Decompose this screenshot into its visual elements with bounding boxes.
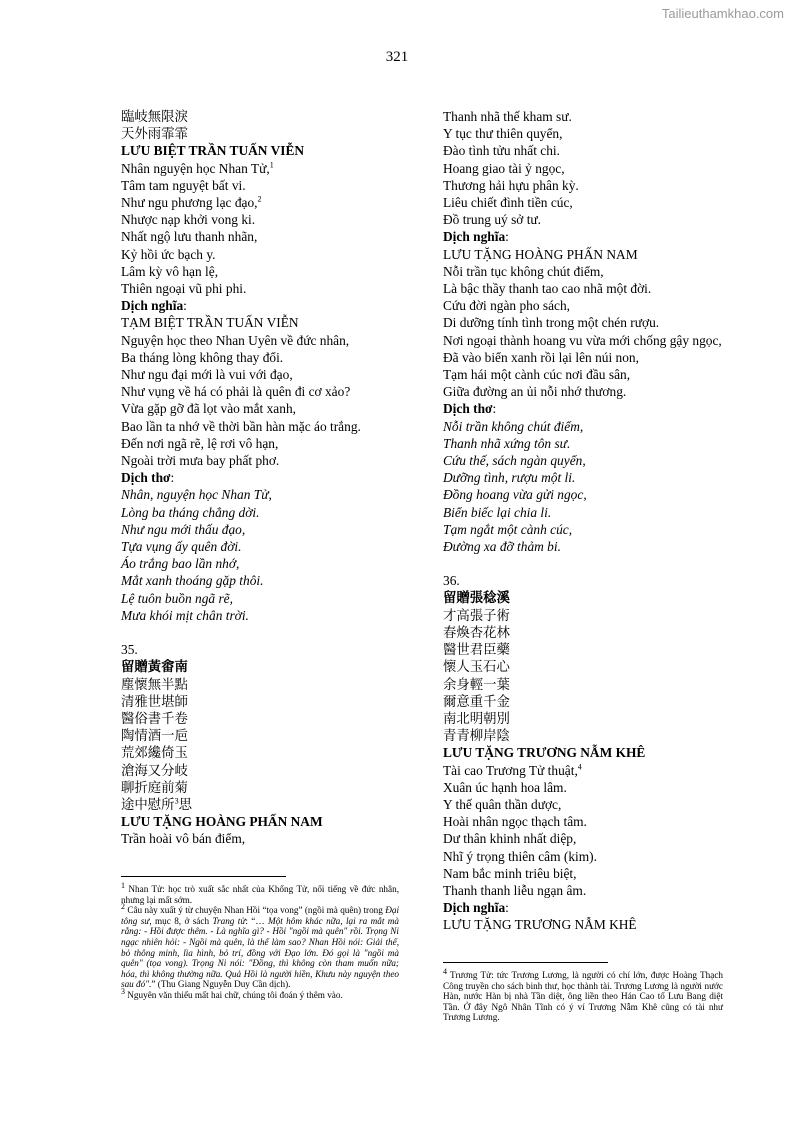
- section-label: Dịch nghĩa:: [443, 229, 509, 245]
- han-line: 懷人玉石心: [443, 659, 510, 675]
- poem-title: LƯU TẶNG HOÀNG PHẤN NAM: [121, 814, 323, 830]
- meaning-line: Ngoài trời mưa bay phất phơ.: [121, 453, 280, 469]
- poem-line: Xuân úc hạnh hoa lâm.: [443, 779, 567, 795]
- verse-line: Biển biếc lại chia li.: [443, 504, 552, 520]
- poem-line: Liêu chiết đình tiền cúc,: [443, 195, 573, 211]
- footnote-4: $^4$ Trương Tử: tức Trương Lương, là người có chí lớn, được Hoàng Thạch Công truyền cho sách binh thư, học thành tài. Trương Lương là người nước Hàn, nước Hàn bị nhà Tần diệt, ông liền theo Hán Cao tổ Lưu Bang diệt Tần. Ở đây Ngô Nhân Tĩnh có ý ví Trương Nẫm Khê cũng có tài như Trương Lương.: [443, 966, 723, 1023]
- han-line: 清雅世堪師: [121, 693, 188, 709]
- verse-line: Dưỡng tình, rượu một li.: [443, 470, 576, 486]
- footnotes-left: [121, 876, 399, 1001]
- section-label: Dịch thơ:: [443, 401, 497, 417]
- verse-line: Lòng ba tháng chẳng dời.: [121, 504, 260, 520]
- poem-line: Hoang giao tài ỷ ngọc,: [443, 160, 565, 176]
- footnote-ref: 4: [577, 762, 582, 772]
- poem-line: Lâm kỳ vô hạn lệ,: [121, 263, 219, 279]
- meaning-line: Bao lần ta nhớ về thời bần hàn mặc áo trắng.: [121, 418, 361, 434]
- poem-title: LƯU BIỆT TRẦN TUẤN VIỄN: [121, 143, 305, 159]
- poem-line: Y tục thư thiên quyển,: [443, 126, 563, 142]
- poem-line: Đào tình tửu nhất chi.: [443, 143, 560, 159]
- footnote-3: $^3$ Nguyên văn thiếu mất hai chữ, chúng tôi đoán ý thêm vào.: [121, 986, 343, 1000]
- verse-line: Nhân, nguyện học Nhan Tử,: [121, 487, 272, 503]
- footnote-2: $^2$ Câu này xuất ý từ chuyện Nhan Hồi “tọa vong” (ngồi mà quên) trong Đại tông sư, mục 8, ở sách Trang tử: “… Một hôm khác nữa, lại ra mắt mà rằng: - Hồi được thêm. - Là nghĩa gì? - Hồi "ngồi mà quên" rồi. Trọng Ni ngạc nhiên hỏi: - Ngồi mà quên, là thế làm sao? Nhan Hồi nói: Giải thể, bỏ thông minh, lìa hình, bỏ trí, đồng với Đạo lớn. Đó gọi là "ngồi mà quên" (tọa vong). Trọng Ni nói: "Đồng, thì không còn tham muốn nữa; hóa, thì không thường nữa. Quả Hồi là người hiền, Khưu này nguyện theo sau đó".” (Thu Giang Nguyễn Duy Cần dịch).: [121, 902, 399, 990]
- poem-line: Tâm tam nguyệt bất vi.: [121, 177, 246, 193]
- verse-line: Thanh nhã xứng tôn sư.: [443, 435, 571, 451]
- verse-line: Lệ tuôn buồn ngã rẽ,: [121, 590, 233, 606]
- meaning-line: Ba tháng lòng không thay đổi.: [121, 349, 284, 365]
- poem-line: Kỷ hồi ức bạch y.: [121, 246, 216, 262]
- meaning-line: Cứu đời ngàn pho sách,: [443, 298, 571, 314]
- meaning-line: Nơi ngoại thành hoang vu vừa mới chống gậy ngọc,: [443, 332, 722, 348]
- poem-number: 36.: [443, 573, 460, 589]
- page-number: 321: [385, 49, 409, 65]
- han-title: 留贈黃畬南: [121, 659, 188, 675]
- poem-line: Trần hoài vô bán điểm,: [121, 831, 246, 847]
- han-line: 青青柳岸陰: [443, 728, 510, 744]
- verse-line: Đồng hoang vừa gửi ngọc,: [443, 487, 587, 503]
- watermark: Tailieuthamkhao.com: [661, 6, 784, 21]
- han-line: 爾意重千金: [443, 693, 510, 709]
- han-line: 臨岐無限淚: [121, 109, 188, 124]
- footnotes-right: [443, 962, 723, 1023]
- verse-line: Đường xa đỡ thảm bi.: [443, 539, 561, 555]
- han-line: 荒郊纔倚玉: [121, 745, 188, 761]
- meaning-line: Nỗi trần tục không chút điểm,: [443, 263, 604, 279]
- han-line: 余身輕一葉: [443, 676, 510, 692]
- han-line: 春煥杏花林: [443, 624, 510, 640]
- han-line: 途中慰所$^3$思: [121, 796, 192, 812]
- han-line: 南北明朝別: [443, 710, 510, 726]
- poem-line: Nhĩ ý trọng thiên câm (kim).: [443, 848, 597, 864]
- meaning-line: Là bậc thầy thanh tao cao nhã một đời.: [443, 281, 652, 297]
- footnote-ref: 1: [269, 160, 274, 170]
- poem-line: Đồ trung uý sở tư.: [443, 212, 542, 228]
- han-line: 塵懷無半點: [121, 676, 188, 692]
- verse-line: Mắt xanh thoáng gặp thôi.: [121, 573, 264, 589]
- poem-line: Nhân nguyện học Nhan Tử,$^1$: [121, 160, 274, 176]
- poem-title: LƯU TẶNG TRƯƠNG NẪM KHÊ: [443, 745, 646, 761]
- han-line: 醫世君臣藥: [443, 642, 510, 658]
- meaning-line: TẠM BIỆT TRẦN TUẤN VIỄN: [121, 315, 299, 331]
- meaning-line: Như ngu đại mới là vui với đạo,: [121, 367, 293, 383]
- poem-line: Dư thân khinh nhất diệp,: [443, 831, 577, 847]
- meaning-line: Vừa gặp gỡ đã lọt vào mắt xanh,: [121, 401, 296, 417]
- verse-line: Như ngu mới thấu đạo,: [121, 521, 246, 537]
- han-line: 滄海又分岐: [121, 762, 188, 778]
- footnote-ref: 2: [257, 194, 262, 204]
- han-line: 天外雨霏霏: [121, 126, 188, 142]
- meaning-line: Đã vào biển xanh rồi lại lên núi non,: [443, 349, 639, 365]
- verse-line: Tựa vụng ấy quên đời.: [121, 539, 242, 555]
- poem-line: Tài cao Trương Tử thuật,$^4$: [443, 762, 582, 778]
- verse-line: Nỗi trần không chút điểm,: [443, 418, 584, 434]
- han-line: 才高張子術: [443, 607, 510, 623]
- poem-number: 35.: [121, 642, 138, 658]
- han-line: 醫俗書千卷: [121, 710, 188, 726]
- meaning-line: Tạm hái một cành cúc nơi đầu sân,: [443, 367, 631, 383]
- meaning-line: LƯU TẶNG TRƯƠNG NẪM KHÊ: [443, 917, 637, 933]
- poem-line: Nam bắc minh triêu biệt,: [443, 865, 577, 881]
- han-line: 聊折庭前菊: [121, 779, 188, 795]
- footnote-rule: [443, 962, 608, 963]
- poem-line: Nhất ngộ lưu thanh nhãn,: [121, 229, 258, 245]
- footnote-1: $^1$ Nhan Tử: học trò xuất sắc nhất của Khổng Tử, nổi tiếng về đức nhân, nhưng lại mất sớm.: [121, 880, 399, 905]
- poem-line: Như ngu phương lạc đạo,$^2$: [121, 194, 262, 211]
- poem-line: Thanh nhã thế kham sư.: [443, 109, 572, 124]
- meaning-line: Di dưỡng tính tình trong một chén rượu.: [443, 315, 660, 331]
- meaning-line: Đến nơi ngã rẽ, lệ rơi vô hạn,: [121, 435, 279, 451]
- verse-line: Cứu thế, sách ngàn quyển,: [443, 453, 586, 469]
- left-column: [121, 108, 411, 848]
- verse-line: Mưa khói mịt chân trời.: [121, 607, 249, 623]
- footnote-ref: 3: [174, 796, 179, 806]
- footnote-rule: [121, 876, 286, 877]
- meaning-line: LƯU TẶNG HOÀNG PHẤN NAM: [443, 246, 638, 262]
- section-label: Dịch nghĩa:: [121, 298, 187, 314]
- poem-line: Thiên ngoại vũ phi phi.: [121, 281, 247, 297]
- meaning-line: Nguyện học theo Nhan Uyên về đức nhân,: [121, 332, 350, 348]
- han-line: 陶情酒一巵: [121, 728, 188, 744]
- section-label: Dịch nghĩa:: [443, 900, 509, 916]
- meaning-line: Như vụng về há có phải là quên đi cơ xảo?: [121, 384, 351, 400]
- verse-line: Áo trắng bao lần nhớ,: [121, 556, 240, 572]
- poem-line: Nhược nạp khởi vong ki.: [121, 212, 256, 228]
- section-label: Dịch thơ:: [121, 470, 175, 486]
- han-title: 留贈張稔溪: [443, 590, 510, 606]
- meaning-line: Giữa đường an ủi nỗi nhớ thương.: [443, 384, 627, 400]
- right-column: [443, 108, 788, 934]
- poem-line: Thương hải hựu phân kỳ.: [443, 177, 579, 193]
- poem-line: Y thế quân thần dược,: [443, 796, 562, 812]
- verse-line: Tạm ngắt một cành cúc,: [443, 521, 573, 537]
- poem-line: Thanh thanh liễu ngạn âm.: [443, 882, 587, 898]
- poem-line: Hoài nhân ngọc thạch tâm.: [443, 814, 587, 830]
